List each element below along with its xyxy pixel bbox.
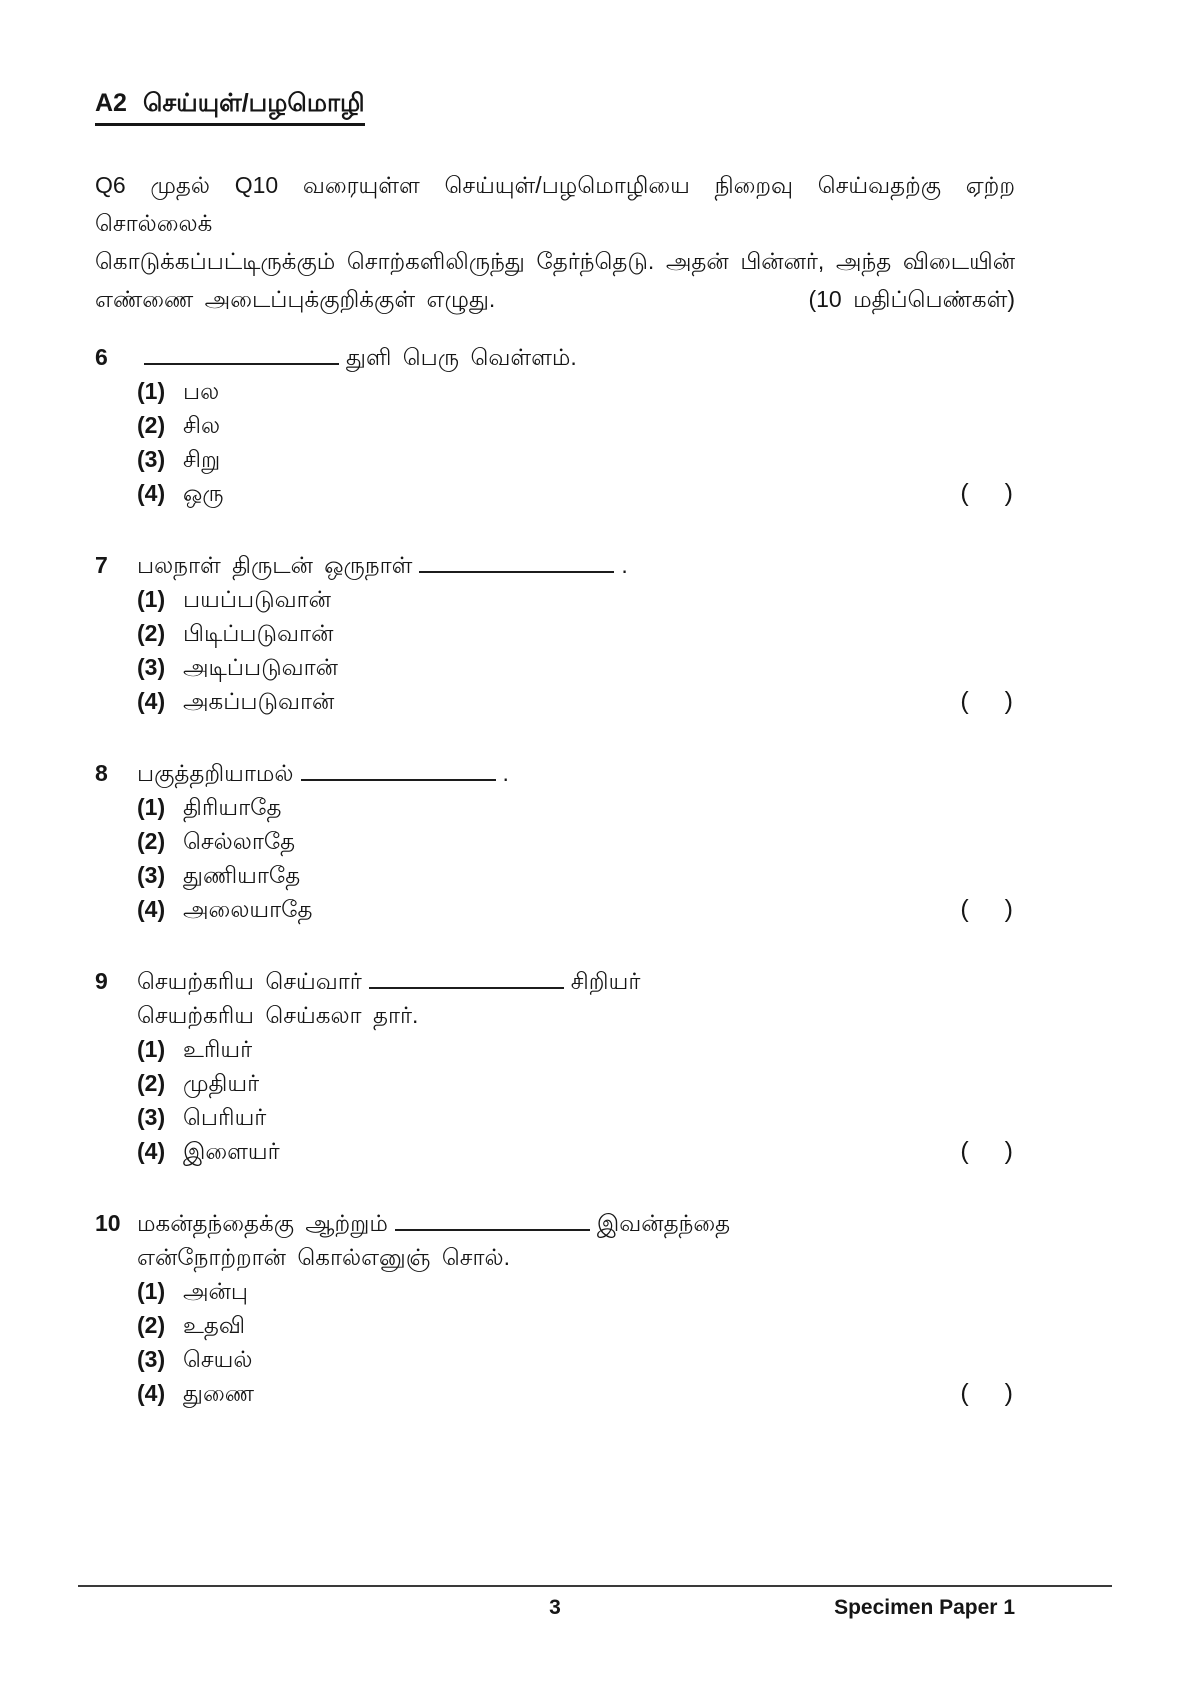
stem-text-before: பகுத்தறியாமல் (137, 760, 294, 786)
option-label: (2) (137, 412, 166, 438)
question-stem (137, 756, 1015, 790)
options-list (137, 1274, 1015, 1410)
option-text: திரியாதே (183, 794, 282, 820)
option-text: அகப்படுவான் (183, 688, 335, 714)
option-text: செல்லாதே (183, 828, 296, 854)
option-label: (2) (137, 620, 166, 646)
option-row (137, 1376, 1015, 1410)
option-row (137, 1134, 1015, 1168)
option-row (137, 892, 1015, 926)
footer-divider (78, 1585, 1112, 1587)
answer-blank-line (395, 1229, 590, 1231)
answer-bracket (960, 684, 1015, 718)
option-row (137, 374, 1015, 408)
question-stem (137, 340, 1015, 374)
bracket-close: ) (1004, 479, 1013, 507)
answer-bracket (960, 476, 1015, 510)
option-row (137, 1066, 1015, 1100)
question-number: 9 (95, 968, 108, 994)
bracket-close: ) (1004, 687, 1013, 715)
bracket-open: ( (960, 479, 969, 507)
option-label: (2) (137, 1312, 166, 1338)
question-stem (137, 548, 1015, 582)
stem-text-before: செயற்கரிய செய்வார் (137, 968, 362, 994)
option-label: (3) (137, 446, 166, 472)
option-text: துணியாதே (183, 862, 301, 888)
option-text: அன்பு (183, 1278, 248, 1304)
option-label: (4) (137, 1380, 166, 1406)
stem-text-before: பலநாள் திருடன் ஒருநாள் (137, 552, 413, 578)
option-text: அடிப்படுவான் (183, 654, 338, 680)
option-label: (1) (137, 586, 166, 612)
option-row (137, 1100, 1015, 1134)
bracket-close: ) (1004, 895, 1013, 923)
answer-blank-line (369, 987, 564, 989)
instruction-line-3 (95, 280, 1015, 318)
option-label: (2) (137, 1070, 166, 1096)
option-label: (1) (137, 794, 166, 820)
stem-text-before: மகன்தந்தைக்கு ஆற்றும் (137, 1210, 388, 1236)
stem-text-after: துளி பெரு வெள்ளம். (346, 344, 577, 370)
bracket-open: ( (960, 1137, 969, 1165)
option-label: (1) (137, 1278, 166, 1304)
question-number: 10 (95, 1210, 121, 1236)
answer-blank-line (301, 779, 496, 781)
instruction-line-3-text: எண்ணை அடைப்புக்குறிக்குள் எழுது. (95, 286, 496, 312)
section-code: A2 (95, 89, 127, 117)
question-stem-line-2: செயற்கரிய செய்கலா தார். (137, 1002, 419, 1028)
paper-label: Specimen Paper 1 (834, 1596, 1015, 1619)
question-10 (95, 1206, 1015, 1410)
answer-bracket (960, 892, 1015, 926)
option-text: பல (183, 378, 220, 404)
option-text: சில (183, 412, 221, 438)
option-row (137, 1342, 1015, 1376)
options-list (137, 582, 1015, 718)
option-label: (4) (137, 480, 166, 506)
question-body (137, 964, 1015, 1168)
option-row (137, 1274, 1015, 1308)
option-text: முதியர் (183, 1070, 260, 1096)
answer-blank-line (419, 571, 614, 573)
option-row (137, 1308, 1015, 1342)
question-stem (137, 1206, 1015, 1240)
answer-bracket (960, 1376, 1015, 1410)
option-label: (3) (137, 654, 166, 680)
option-label: (3) (137, 1104, 166, 1130)
question-9 (95, 964, 1015, 1168)
question-body (137, 340, 1015, 510)
option-row (137, 476, 1015, 510)
option-row (137, 408, 1015, 442)
option-row (137, 790, 1015, 824)
option-text: செயல் (183, 1346, 253, 1372)
option-label: (1) (137, 1036, 166, 1062)
option-text: பெரியர் (183, 1104, 267, 1130)
option-label: (3) (137, 862, 166, 888)
page-footer (95, 1596, 1015, 1620)
option-row (137, 684, 1015, 718)
section-header (95, 88, 1015, 118)
question-stem-line-2: என்நோற்றான் கொல்எனுஞ் சொல். (137, 1244, 510, 1270)
page-content (95, 88, 1015, 1410)
bracket-open: ( (960, 895, 969, 923)
option-row (137, 616, 1015, 650)
instructions-block (95, 166, 1015, 318)
question-body (137, 1206, 1015, 1410)
option-row (137, 582, 1015, 616)
instruction-line-1: Q6 முதல் Q10 வரையுள்ள செய்யுள்/பழமொழியை நிறைவு செய்வதற்கு ஏற்ற சொல்லைக் (95, 172, 1015, 236)
section-title: செய்யுள்/பழமொழி (142, 89, 365, 117)
question-stem (137, 964, 1015, 998)
option-text: பயப்படுவான் (183, 586, 331, 612)
question-8 (95, 756, 1015, 926)
option-row (137, 858, 1015, 892)
option-text: அலையாதே (183, 896, 313, 922)
option-text: இளையர் (183, 1138, 280, 1164)
stem-text-after: சிறியர் (570, 968, 641, 994)
question-7 (95, 548, 1015, 718)
option-text: ஒரு (183, 480, 224, 506)
option-label: (4) (137, 1138, 166, 1164)
bracket-open: ( (960, 687, 969, 715)
bracket-close: ) (1004, 1379, 1013, 1407)
question-body (137, 548, 1015, 718)
question-6 (95, 340, 1015, 510)
stem-text-after: இவன்தந்தை (596, 1210, 731, 1236)
option-text: உதவி (183, 1312, 246, 1338)
answer-bracket (960, 1134, 1015, 1168)
options-list (137, 1032, 1015, 1168)
option-text: உரியர் (183, 1036, 253, 1062)
option-row (137, 1032, 1015, 1066)
option-label: (3) (137, 1346, 166, 1372)
option-row (137, 824, 1015, 858)
question-number: 7 (95, 552, 108, 578)
answer-blank-line (144, 363, 339, 365)
option-row (137, 442, 1015, 476)
option-label: (4) (137, 688, 166, 714)
option-label: (1) (137, 378, 166, 404)
option-label: (4) (137, 896, 166, 922)
instruction-line-2: கொடுக்கப்பட்டிருக்கும் சொற்களிலிருந்து தேர்ந்தெடு. அதன் பின்னர், அந்த விடையின் (95, 248, 1015, 274)
question-body (137, 756, 1015, 926)
option-text: பிடிப்படுவான் (183, 620, 334, 646)
question-number: 6 (95, 344, 108, 370)
bracket-open: ( (960, 1379, 969, 1407)
page-number: 3 (549, 1596, 561, 1619)
bracket-close: ) (1004, 1137, 1013, 1165)
options-list (137, 790, 1015, 926)
stem-text-after: . (502, 760, 509, 786)
option-text: துணை (183, 1380, 254, 1406)
section-header-underline (95, 89, 365, 126)
option-row (137, 650, 1015, 684)
marks-label: (10 மதிப்பெண்கள்) (808, 286, 1015, 312)
option-label: (2) (137, 828, 166, 854)
question-number: 8 (95, 760, 108, 786)
stem-text-after: . (621, 552, 628, 578)
options-list (137, 374, 1015, 510)
option-text: சிறு (183, 446, 221, 472)
